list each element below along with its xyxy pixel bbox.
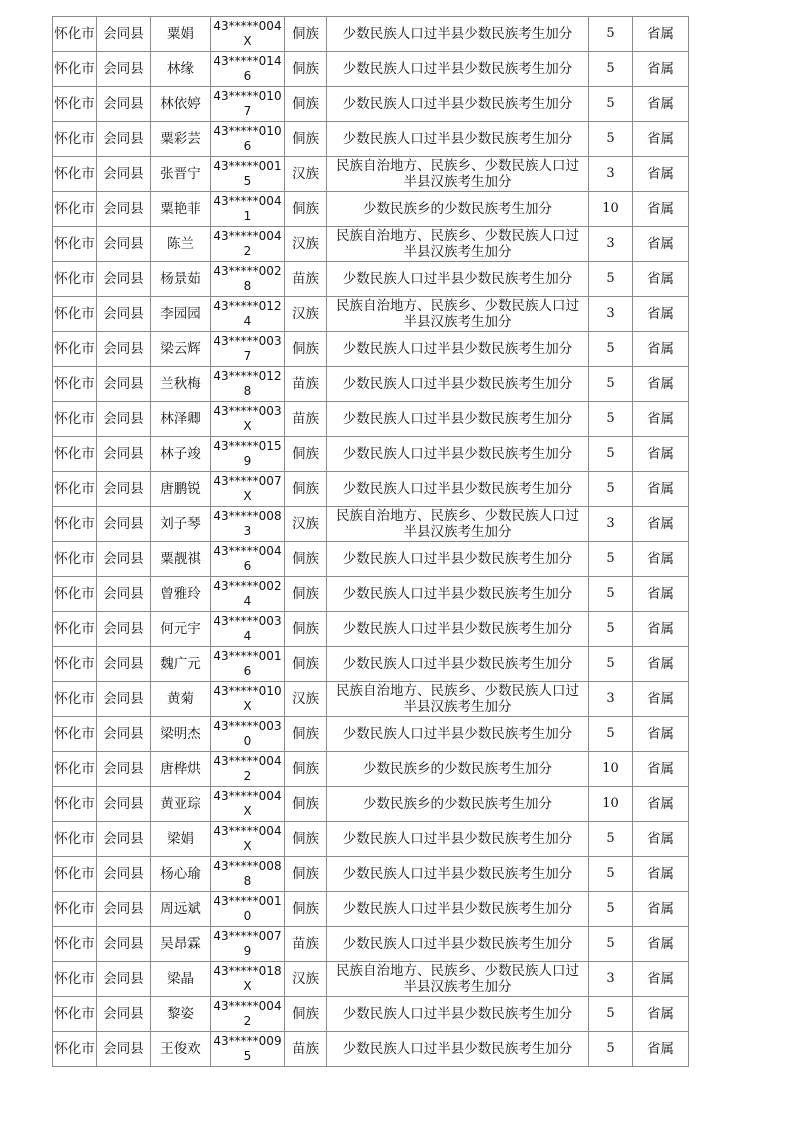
name-cell: 刘子琴	[151, 507, 211, 542]
level-cell: 省属	[633, 542, 689, 577]
city-cell: 怀化市	[53, 262, 97, 297]
county-cell: 会同县	[97, 647, 151, 682]
level-cell: 省属	[633, 17, 689, 52]
id-number-cell: 43*****0016	[211, 647, 285, 682]
id-number-cell: 43*****0106	[211, 122, 285, 157]
name-cell: 李园园	[151, 297, 211, 332]
bonus-points-cell: 10	[589, 752, 633, 787]
bonus-points-cell: 5	[589, 577, 633, 612]
city-cell: 怀化市	[53, 822, 97, 857]
county-cell: 会同县	[97, 997, 151, 1032]
ethnicity-cell: 侗族	[285, 472, 327, 507]
level-cell: 省属	[633, 332, 689, 367]
id-number-cell: 43*****003X	[211, 402, 285, 437]
level-cell: 省属	[633, 962, 689, 997]
bonus-points-sheet	[52, 16, 688, 1067]
level-cell: 省属	[633, 367, 689, 402]
id-number-cell: 43*****0146	[211, 52, 285, 87]
table-row	[53, 472, 689, 507]
ethnicity-cell: 侗族	[285, 857, 327, 892]
name-cell: 林依婷	[151, 87, 211, 122]
ethnicity-cell: 苗族	[285, 927, 327, 962]
table-row	[53, 332, 689, 367]
bonus-points-cell: 5	[589, 1032, 633, 1067]
bonus-points-cell: 5	[589, 402, 633, 437]
county-cell: 会同县	[97, 227, 151, 262]
level-cell: 省属	[633, 52, 689, 87]
bonus-reason-cell: 民族自治地方、民族乡、少数民族人口过半县汉族考生加分	[327, 227, 589, 262]
ethnicity-cell: 侗族	[285, 997, 327, 1032]
id-number-cell: 43*****0042	[211, 227, 285, 262]
ethnicity-cell: 侗族	[285, 52, 327, 87]
city-cell: 怀化市	[53, 682, 97, 717]
city-cell: 怀化市	[53, 542, 97, 577]
level-cell: 省属	[633, 857, 689, 892]
county-cell: 会同县	[97, 787, 151, 822]
bonus-points-cell: 5	[589, 647, 633, 682]
table-body	[53, 17, 689, 1067]
table-row	[53, 262, 689, 297]
id-number-cell: 43*****010X	[211, 682, 285, 717]
name-cell: 粟彩芸	[151, 122, 211, 157]
table-row	[53, 507, 689, 542]
bonus-reason-cell: 少数民族人口过半县少数民族考生加分	[327, 542, 589, 577]
name-cell: 粟艳菲	[151, 192, 211, 227]
bonus-reason-cell: 少数民族人口过半县少数民族考生加分	[327, 472, 589, 507]
city-cell: 怀化市	[53, 122, 97, 157]
id-number-cell: 43*****0034	[211, 612, 285, 647]
id-number-cell: 43*****0128	[211, 367, 285, 402]
city-cell: 怀化市	[53, 87, 97, 122]
table-row	[53, 192, 689, 227]
city-cell: 怀化市	[53, 962, 97, 997]
level-cell: 省属	[633, 682, 689, 717]
name-cell: 林缘	[151, 52, 211, 87]
bonus-points-cell: 3	[589, 297, 633, 332]
level-cell: 省属	[633, 927, 689, 962]
level-cell: 省属	[633, 997, 689, 1032]
ethnicity-cell: 侗族	[285, 717, 327, 752]
level-cell: 省属	[633, 192, 689, 227]
city-cell: 怀化市	[53, 612, 97, 647]
table-row	[53, 857, 689, 892]
name-cell: 杨心瑜	[151, 857, 211, 892]
bonus-points-cell: 5	[589, 612, 633, 647]
table-row	[53, 52, 689, 87]
bonus-reason-cell: 少数民族人口过半县少数民族考生加分	[327, 437, 589, 472]
city-cell: 怀化市	[53, 402, 97, 437]
table-row	[53, 542, 689, 577]
id-number-cell: 43*****0046	[211, 542, 285, 577]
name-cell: 周远斌	[151, 892, 211, 927]
level-cell: 省属	[633, 892, 689, 927]
level-cell: 省属	[633, 227, 689, 262]
bonus-points-cell: 3	[589, 962, 633, 997]
ethnicity-cell: 侗族	[285, 787, 327, 822]
level-cell: 省属	[633, 577, 689, 612]
city-cell: 怀化市	[53, 17, 97, 52]
id-number-cell: 43*****0124	[211, 297, 285, 332]
name-cell: 黄菊	[151, 682, 211, 717]
ethnicity-cell: 侗族	[285, 122, 327, 157]
county-cell: 会同县	[97, 927, 151, 962]
level-cell: 省属	[633, 612, 689, 647]
city-cell: 怀化市	[53, 437, 97, 472]
county-cell: 会同县	[97, 577, 151, 612]
level-cell: 省属	[633, 87, 689, 122]
ethnicity-cell: 侗族	[285, 17, 327, 52]
county-cell: 会同县	[97, 892, 151, 927]
city-cell: 怀化市	[53, 157, 97, 192]
id-number-cell: 43*****0095	[211, 1032, 285, 1067]
bonus-reason-cell: 少数民族乡的少数民族考生加分	[327, 787, 589, 822]
table-row	[53, 1032, 689, 1067]
bonus-points-cell: 5	[589, 262, 633, 297]
city-cell: 怀化市	[53, 192, 97, 227]
bonus-reason-cell: 少数民族人口过半县少数民族考生加分	[327, 822, 589, 857]
level-cell: 省属	[633, 1032, 689, 1067]
bonus-reason-cell: 少数民族人口过半县少数民族考生加分	[327, 1032, 589, 1067]
name-cell: 梁云辉	[151, 332, 211, 367]
bonus-reason-cell: 少数民族乡的少数民族考生加分	[327, 752, 589, 787]
bonus-reason-cell: 少数民族人口过半县少数民族考生加分	[327, 87, 589, 122]
city-cell: 怀化市	[53, 52, 97, 87]
city-cell: 怀化市	[53, 472, 97, 507]
city-cell: 怀化市	[53, 297, 97, 332]
bonus-reason-cell: 民族自治地方、民族乡、少数民族人口过半县汉族考生加分	[327, 157, 589, 192]
table-row	[53, 787, 689, 822]
bonus-points-table	[52, 16, 689, 1067]
ethnicity-cell: 侗族	[285, 822, 327, 857]
id-number-cell: 43*****004X	[211, 787, 285, 822]
id-number-cell: 43*****0010	[211, 892, 285, 927]
bonus-points-cell: 5	[589, 892, 633, 927]
id-number-cell: 43*****0042	[211, 752, 285, 787]
ethnicity-cell: 侗族	[285, 752, 327, 787]
name-cell: 何元宇	[151, 612, 211, 647]
ethnicity-cell: 侗族	[285, 577, 327, 612]
county-cell: 会同县	[97, 437, 151, 472]
county-cell: 会同县	[97, 122, 151, 157]
county-cell: 会同县	[97, 472, 151, 507]
name-cell: 曾雅玲	[151, 577, 211, 612]
city-cell: 怀化市	[53, 717, 97, 752]
ethnicity-cell: 侗族	[285, 647, 327, 682]
table-row	[53, 297, 689, 332]
name-cell: 张晋宁	[151, 157, 211, 192]
ethnicity-cell: 侗族	[285, 892, 327, 927]
id-number-cell: 43*****0037	[211, 332, 285, 367]
bonus-points-cell: 5	[589, 822, 633, 857]
level-cell: 省属	[633, 647, 689, 682]
table-row	[53, 997, 689, 1032]
id-number-cell: 43*****0079	[211, 927, 285, 962]
county-cell: 会同县	[97, 297, 151, 332]
id-number-cell: 43*****0159	[211, 437, 285, 472]
name-cell: 林泽卿	[151, 402, 211, 437]
county-cell: 会同县	[97, 752, 151, 787]
table-row	[53, 927, 689, 962]
table-row	[53, 367, 689, 402]
table-row	[53, 822, 689, 857]
county-cell: 会同县	[97, 192, 151, 227]
name-cell: 陈兰	[151, 227, 211, 262]
name-cell: 唐鹏锐	[151, 472, 211, 507]
city-cell: 怀化市	[53, 787, 97, 822]
bonus-reason-cell: 少数民族人口过半县少数民族考生加分	[327, 262, 589, 297]
county-cell: 会同县	[97, 822, 151, 857]
id-number-cell: 43*****0107	[211, 87, 285, 122]
level-cell: 省属	[633, 157, 689, 192]
city-cell: 怀化市	[53, 577, 97, 612]
ethnicity-cell: 苗族	[285, 262, 327, 297]
table-row	[53, 87, 689, 122]
table-row	[53, 962, 689, 997]
bonus-points-cell: 3	[589, 682, 633, 717]
bonus-reason-cell: 少数民族人口过半县少数民族考生加分	[327, 17, 589, 52]
bonus-points-cell: 5	[589, 332, 633, 367]
bonus-points-cell: 5	[589, 472, 633, 507]
name-cell: 王俊欢	[151, 1032, 211, 1067]
name-cell: 杨景茹	[151, 262, 211, 297]
county-cell: 会同县	[97, 507, 151, 542]
bonus-points-cell: 5	[589, 17, 633, 52]
city-cell: 怀化市	[53, 332, 97, 367]
id-number-cell: 43*****018X	[211, 962, 285, 997]
table-row	[53, 402, 689, 437]
bonus-reason-cell: 少数民族人口过半县少数民族考生加分	[327, 52, 589, 87]
table-row	[53, 577, 689, 612]
bonus-reason-cell: 少数民族人口过半县少数民族考生加分	[327, 717, 589, 752]
bonus-points-cell: 10	[589, 192, 633, 227]
level-cell: 省属	[633, 787, 689, 822]
ethnicity-cell: 汉族	[285, 157, 327, 192]
bonus-points-cell: 5	[589, 437, 633, 472]
bonus-reason-cell: 少数民族人口过半县少数民族考生加分	[327, 857, 589, 892]
county-cell: 会同县	[97, 542, 151, 577]
ethnicity-cell: 侗族	[285, 192, 327, 227]
table-row	[53, 437, 689, 472]
name-cell: 梁娟	[151, 822, 211, 857]
id-number-cell: 43*****0024	[211, 577, 285, 612]
bonus-reason-cell: 民族自治地方、民族乡、少数民族人口过半县汉族考生加分	[327, 507, 589, 542]
county-cell: 会同县	[97, 17, 151, 52]
ethnicity-cell: 苗族	[285, 367, 327, 402]
level-cell: 省属	[633, 472, 689, 507]
county-cell: 会同县	[97, 402, 151, 437]
ethnicity-cell: 汉族	[285, 507, 327, 542]
bonus-reason-cell: 少数民族人口过半县少数民族考生加分	[327, 612, 589, 647]
ethnicity-cell: 侗族	[285, 332, 327, 367]
bonus-reason-cell: 民族自治地方、民族乡、少数民族人口过半县汉族考生加分	[327, 682, 589, 717]
level-cell: 省属	[633, 752, 689, 787]
name-cell: 粟娟	[151, 17, 211, 52]
bonus-points-cell: 5	[589, 52, 633, 87]
id-number-cell: 43*****0028	[211, 262, 285, 297]
id-number-cell: 43*****004X	[211, 17, 285, 52]
table-row	[53, 717, 689, 752]
city-cell: 怀化市	[53, 857, 97, 892]
county-cell: 会同县	[97, 857, 151, 892]
county-cell: 会同县	[97, 262, 151, 297]
bonus-points-cell: 3	[589, 507, 633, 542]
bonus-points-cell: 5	[589, 927, 633, 962]
county-cell: 会同县	[97, 717, 151, 752]
bonus-reason-cell: 民族自治地方、民族乡、少数民族人口过半县汉族考生加分	[327, 962, 589, 997]
county-cell: 会同县	[97, 332, 151, 367]
level-cell: 省属	[633, 297, 689, 332]
county-cell: 会同县	[97, 52, 151, 87]
name-cell: 梁明杰	[151, 717, 211, 752]
county-cell: 会同县	[97, 157, 151, 192]
name-cell: 粟靓祺	[151, 542, 211, 577]
level-cell: 省属	[633, 122, 689, 157]
city-cell: 怀化市	[53, 892, 97, 927]
name-cell: 梁晶	[151, 962, 211, 997]
county-cell: 会同县	[97, 682, 151, 717]
name-cell: 魏广元	[151, 647, 211, 682]
bonus-points-cell: 5	[589, 997, 633, 1032]
table-row	[53, 612, 689, 647]
bonus-reason-cell: 少数民族人口过半县少数民族考生加分	[327, 402, 589, 437]
name-cell: 黎姿	[151, 997, 211, 1032]
ethnicity-cell: 侗族	[285, 437, 327, 472]
bonus-reason-cell: 少数民族人口过半县少数民族考生加分	[327, 122, 589, 157]
ethnicity-cell: 苗族	[285, 402, 327, 437]
name-cell: 黄亚琮	[151, 787, 211, 822]
ethnicity-cell: 汉族	[285, 962, 327, 997]
bonus-points-cell: 3	[589, 227, 633, 262]
city-cell: 怀化市	[53, 647, 97, 682]
bonus-points-cell: 3	[589, 157, 633, 192]
table-row	[53, 17, 689, 52]
id-number-cell: 43*****0015	[211, 157, 285, 192]
level-cell: 省属	[633, 437, 689, 472]
level-cell: 省属	[633, 717, 689, 752]
id-number-cell: 43*****007X	[211, 472, 285, 507]
bonus-reason-cell: 少数民族人口过半县少数民族考生加分	[327, 647, 589, 682]
id-number-cell: 43*****0041	[211, 192, 285, 227]
table-row	[53, 752, 689, 787]
city-cell: 怀化市	[53, 997, 97, 1032]
level-cell: 省属	[633, 507, 689, 542]
city-cell: 怀化市	[53, 752, 97, 787]
bonus-points-cell: 5	[589, 857, 633, 892]
bonus-reason-cell: 少数民族乡的少数民族考生加分	[327, 192, 589, 227]
table-row	[53, 122, 689, 157]
id-number-cell: 43*****0030	[211, 717, 285, 752]
city-cell: 怀化市	[53, 367, 97, 402]
bonus-reason-cell: 少数民族人口过半县少数民族考生加分	[327, 332, 589, 367]
level-cell: 省属	[633, 402, 689, 437]
bonus-reason-cell: 民族自治地方、民族乡、少数民族人口过半县汉族考生加分	[327, 297, 589, 332]
level-cell: 省属	[633, 822, 689, 857]
ethnicity-cell: 汉族	[285, 297, 327, 332]
county-cell: 会同县	[97, 367, 151, 402]
bonus-reason-cell: 少数民族人口过半县少数民族考生加分	[327, 892, 589, 927]
name-cell: 吴昂霖	[151, 927, 211, 962]
county-cell: 会同县	[97, 962, 151, 997]
ethnicity-cell: 侗族	[285, 87, 327, 122]
id-number-cell: 43*****0083	[211, 507, 285, 542]
table-row	[53, 682, 689, 717]
county-cell: 会同县	[97, 612, 151, 647]
city-cell: 怀化市	[53, 927, 97, 962]
name-cell: 唐桦烘	[151, 752, 211, 787]
table-row	[53, 647, 689, 682]
city-cell: 怀化市	[53, 1032, 97, 1067]
bonus-points-cell: 5	[589, 122, 633, 157]
city-cell: 怀化市	[53, 227, 97, 262]
bonus-points-cell: 5	[589, 717, 633, 752]
table-row	[53, 892, 689, 927]
bonus-points-cell: 5	[589, 367, 633, 402]
id-number-cell: 43*****0088	[211, 857, 285, 892]
id-number-cell: 43*****004X	[211, 822, 285, 857]
city-cell: 怀化市	[53, 507, 97, 542]
ethnicity-cell: 侗族	[285, 612, 327, 647]
name-cell: 林子竣	[151, 437, 211, 472]
bonus-reason-cell: 少数民族人口过半县少数民族考生加分	[327, 927, 589, 962]
table-row	[53, 227, 689, 262]
ethnicity-cell: 汉族	[285, 227, 327, 262]
name-cell: 兰秋梅	[151, 367, 211, 402]
level-cell: 省属	[633, 262, 689, 297]
county-cell: 会同县	[97, 87, 151, 122]
bonus-reason-cell: 少数民族人口过半县少数民族考生加分	[327, 577, 589, 612]
bonus-points-cell: 5	[589, 87, 633, 122]
ethnicity-cell: 汉族	[285, 682, 327, 717]
ethnicity-cell: 侗族	[285, 542, 327, 577]
bonus-points-cell: 5	[589, 542, 633, 577]
ethnicity-cell: 苗族	[285, 1032, 327, 1067]
bonus-points-cell: 10	[589, 787, 633, 822]
county-cell: 会同县	[97, 1032, 151, 1067]
bonus-reason-cell: 少数民族人口过半县少数民族考生加分	[327, 997, 589, 1032]
table-row	[53, 157, 689, 192]
bonus-reason-cell: 少数民族人口过半县少数民族考生加分	[327, 367, 589, 402]
id-number-cell: 43*****0042	[211, 997, 285, 1032]
